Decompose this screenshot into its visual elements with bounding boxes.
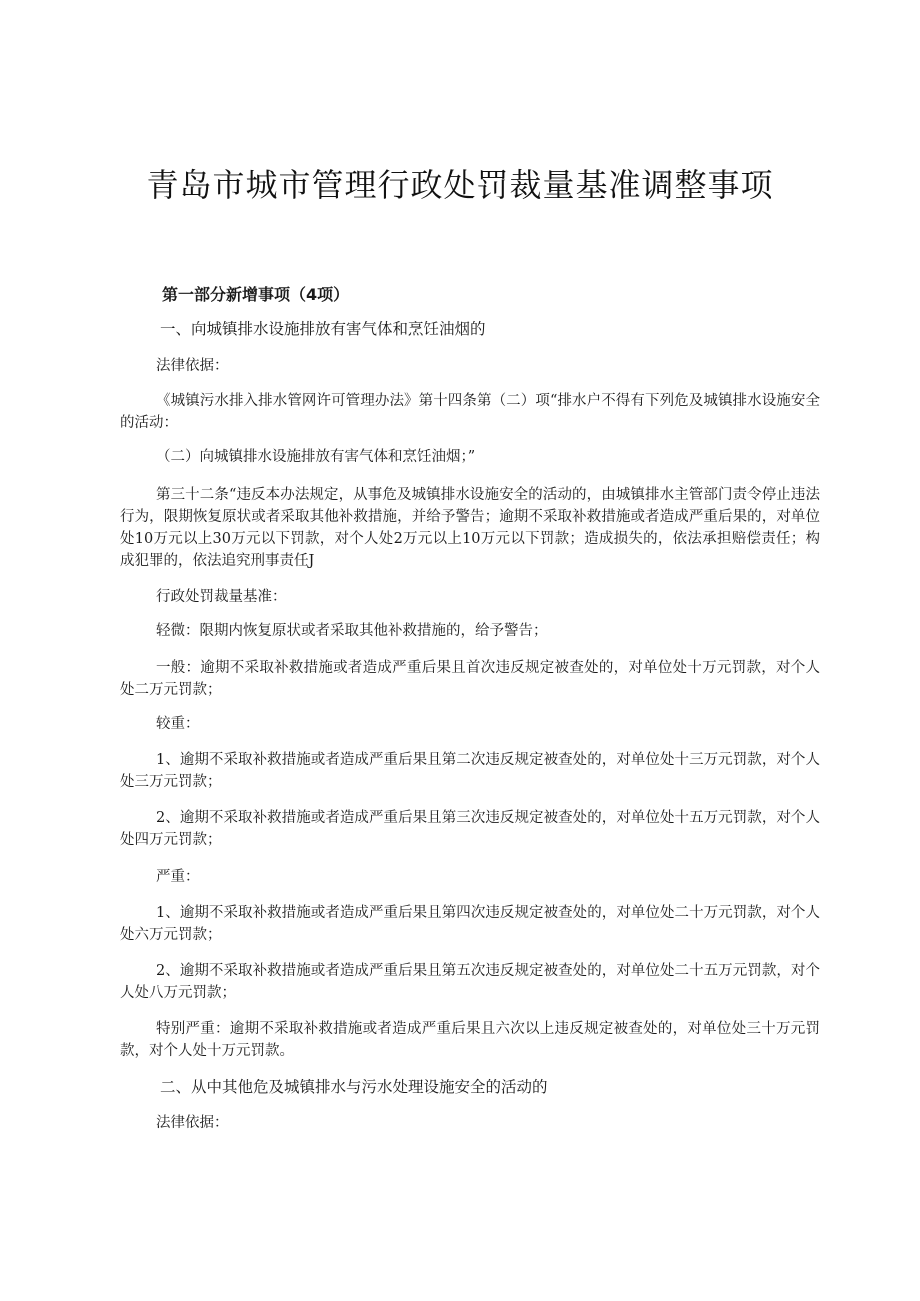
item1-extreme: 特别严重：逾期不采取补救措施或者造成严重后果且六次以上违反规定被查处的，对单位处三十万元罚款，对个人处十万元罚款。: [120, 1021, 820, 1059]
item1-severe-1: 1、逾期不采取补救措施或者造成严重后果且第四次违反规定被查处的，对单位处二十万元罚款，对个人处六万元罚款；: [120, 905, 820, 943]
document-title: 青岛市城市管理行政处罚裁量基准调整事项: [146, 166, 774, 204]
item1-law-quote-1: 《城镇污水排入排水管网许可管理办法》第十四条第（二）项“排水户不得有下列危及城镇排水设施安全的活动：: [120, 393, 820, 431]
item1-serious-2: 2、逾期不采取补救措施或者造成严重后果且第三次违反规定被查处的，对单位处十五万元罚款，对个人处四万元罚款；: [120, 810, 820, 848]
item1-law-quote-2: （二）向城镇排水设施排放有害气体和烹饪油烟；”: [156, 449, 476, 465]
item1-severe-2: 2、逾期不采取补救措施或者造成严重后果且第五次违反规定被查处的，对单位处二十五万元罚款，对个人处八万元罚款；: [120, 963, 820, 1001]
item1-severe-label: 严重：: [156, 869, 200, 885]
item1-serious-1: 1、逾期不采取补救措施或者造成严重后果且第二次违反规定被查处的，对单位处十三万元罚款，对个人处三万元罚款；: [120, 752, 820, 790]
item1-general: 一般：逾期不采取补救措施或者造成严重后果且首次违反规定被查处的，对单位处十万元罚款，对个人处二万元罚款；: [120, 660, 820, 698]
item2-heading: 二、从中其他危及城镇排水与污水处理设施安全的活动的: [160, 1078, 548, 1096]
item1-law-quote-3: 第三十二条“违反本办法规定，从事危及城镇排水设施安全的活动的，由城镇排水主管部门责令停止违法行为，限期恢复原状或者采取其他补救措施，并给予警告；逾期不采取补救措施或者造成严重后果的，对单位处10万元以上30万元以下罚款，对个人处2万元以上10万元以下罚款；造成损失的，依法承担赔偿责任；构成犯罪的，依法追究刑事责任J: [120, 487, 820, 569]
item1-heading: 一、向城镇排水设施排放有害气体和烹饪油烟的: [160, 320, 486, 338]
item1-minor: 轻微：限期内恢复原状或者采取其他补救措施的，给予警告；: [156, 623, 548, 639]
item1-legal-basis-label: 法律依据：: [156, 358, 229, 374]
item2-legal-basis-label: 法律依据：: [156, 1115, 229, 1131]
item1-discretion-label: 行政处罚裁量基准：: [156, 589, 287, 605]
part1-heading: 第一部分新增事项（4项）: [162, 285, 350, 304]
item1-serious-label: 较重：: [156, 716, 200, 732]
